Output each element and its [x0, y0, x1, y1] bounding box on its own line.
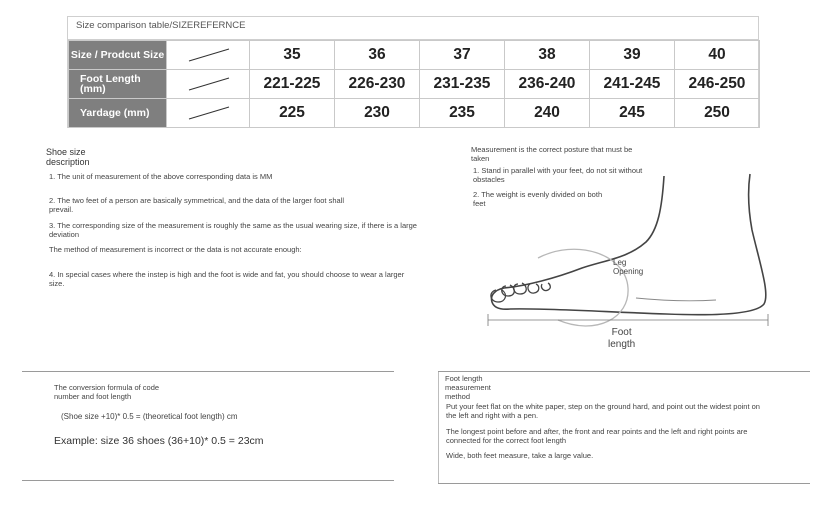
foot-label-line: Foot — [611, 327, 632, 338]
method-title — [445, 374, 491, 401]
leg-label-line: Opening — [613, 267, 644, 276]
leg-opening-label — [613, 258, 643, 276]
foot-length-cell: 246-250 — [675, 70, 760, 99]
size-cell: 39 — [590, 41, 675, 70]
shoe-size-heading — [46, 147, 90, 167]
size-table-grid — [68, 40, 760, 128]
conversion-example: Example: size 36 shoes (36+10)* 0.5 = 23cm — [54, 435, 264, 447]
size-cell: 40 — [675, 41, 760, 70]
table-row-yardage — [69, 99, 760, 128]
slash-icon — [187, 76, 231, 92]
foot-label-line: length — [608, 339, 636, 350]
foot-length-cell: 231-235 — [420, 70, 505, 99]
size-cell: 35 — [250, 41, 335, 70]
conversion-formula: (Shoe size +10)* 0.5 = (theoretical foot length) cm — [61, 412, 238, 421]
conversion-title: The conversion formula of code number and foot length — [54, 383, 160, 401]
leg-label-line: Leg — [613, 258, 627, 267]
desc-item-2: 2. The two feet of a person are basically symmetrical, and the data of the larger foot shall prevail. — [49, 196, 345, 214]
diagonal-mark — [167, 70, 250, 99]
conversion-bottom-border — [22, 480, 394, 481]
method-left-border — [438, 371, 439, 484]
method-item-1: Put your feet flat on the white paper, step on the ground hard, and point out the widest point on the left and right with a pen. — [446, 402, 760, 420]
posture-item-2: 2. The weight is evenly divided on both feet — [473, 190, 603, 208]
diagonal-mark — [167, 99, 250, 128]
method-title-line: Foot length — [445, 374, 483, 383]
size-cell: 37 — [420, 41, 505, 70]
heading-line: Shoe size — [46, 147, 86, 157]
foot-length-cell: 221-225 — [250, 70, 335, 99]
yardage-cell: 250 — [675, 99, 760, 128]
desc-item-3: 3. The corresponding size of the measurement is roughly the same as the usual wearing size, if there is a large deviation — [49, 221, 417, 239]
yardage-cell: 235 — [420, 99, 505, 128]
method-title-line: measurement — [445, 383, 491, 392]
slash-icon — [187, 47, 231, 63]
table-row-foot-length — [69, 70, 760, 99]
header-size: Size / Prodcut Size — [69, 41, 167, 70]
foot-length-cell: 236-240 — [505, 70, 590, 99]
header-foot-length: Foot Length (mm) — [69, 70, 167, 99]
size-cell: 36 — [335, 41, 420, 70]
yardage-cell: 245 — [590, 99, 675, 128]
slash-icon — [187, 105, 231, 121]
desc-item-1: 1. The unit of measurement of the above corresponding data is MM — [49, 172, 273, 181]
heading-line: description — [46, 157, 90, 167]
method-item-2: The longest point before and after, the front and rear points and the left and right points are connected for the correct foot length — [446, 427, 748, 445]
header-yardage: Yardage (mm) — [69, 99, 167, 128]
method-bottom-border — [438, 483, 810, 484]
diagonal-mark — [167, 41, 250, 70]
conversion-top-border — [22, 371, 394, 372]
size-comparison-table — [67, 16, 759, 128]
desc-note: The method of measurement is incorrect or the data is not accurate enough: — [49, 245, 302, 254]
method-item-3: Wide, both feet measure, take a large value. — [446, 451, 594, 460]
desc-item-4: 4. In special cases where the instep is high and the foot is wide and fat, you should choose to wear a larger size. — [49, 270, 405, 288]
method-title-line: method — [445, 392, 471, 401]
table-row-size — [69, 41, 760, 70]
yardage-cell: 230 — [335, 99, 420, 128]
posture-item-1: 1. Stand in parallel with your feet, do not sit without obstacles — [473, 166, 643, 184]
foot-length-cell: 226-230 — [335, 70, 420, 99]
foot-length-cell: 241-245 — [590, 70, 675, 99]
yardage-cell: 225 — [250, 99, 335, 128]
foot-length-label — [608, 327, 635, 351]
table-title: Size comparison table/SIZEREFERNCE — [76, 20, 246, 31]
posture-title: Measurement is the correct posture that must be taken — [471, 145, 633, 163]
size-cell: 38 — [505, 41, 590, 70]
method-top-border — [438, 371, 810, 372]
yardage-cell: 240 — [505, 99, 590, 128]
